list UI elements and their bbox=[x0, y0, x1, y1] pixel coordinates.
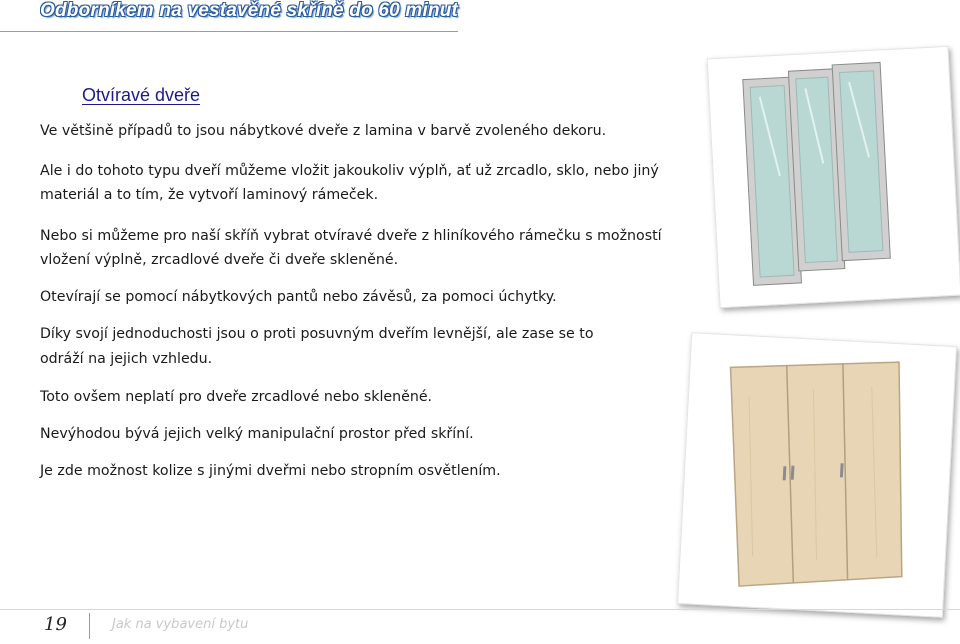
header-rule bbox=[0, 31, 458, 32]
paragraph-line: Nebo si můžeme pro naší skříň vybrat otvíravé dveře z hliníkového rámečku s možností bbox=[40, 228, 662, 244]
paragraph-line: Díky svojí jednoduchosti jsou o proti posuvným dveřím levnější, ale zase se to bbox=[40, 326, 594, 342]
paragraph-line: odráží na jejich vzhledu. bbox=[40, 351, 213, 367]
paragraph-line: Ale i do tohoto typu dveří můžeme vložit jakoukoliv výplň, ať už zrcadlo, sklo, nebo jiný bbox=[40, 163, 659, 179]
paragraph-line: Ve většině případů to jsou nábytkové dveře z lamina v barvě zvoleného dekoru. bbox=[40, 123, 607, 139]
paragraph-line: Otevírají se pomocí nábytkových pantů nebo závěsů, za pomoci úchytky. bbox=[40, 289, 557, 305]
footer-separator bbox=[89, 613, 90, 639]
wardrobe-illustration bbox=[678, 333, 956, 616]
paragraph-line: materiál a to tím, že vytvoří laminový rámeček. bbox=[40, 187, 379, 203]
laminate-wardrobe-photo bbox=[677, 332, 957, 618]
footer-text: Jak na vybavení bytu bbox=[112, 617, 249, 632]
section-heading: Otvíravé dveře bbox=[82, 85, 201, 105]
page-number: 19 bbox=[44, 614, 67, 635]
paragraph-line: Nevýhodou bývá jejich velký manipulační prostor před skříní. bbox=[40, 426, 474, 442]
paragraph-line: Toto ovšem neplatí pro dveře zrcadlové nebo skleněné. bbox=[40, 389, 433, 405]
header-title: Odborníkem na vestavěné skříně do 60 minut bbox=[40, 0, 459, 21]
footer-rule bbox=[0, 609, 960, 610]
glass-doors-photo bbox=[707, 46, 960, 308]
glass-doors-illustration bbox=[708, 47, 960, 307]
paragraph-line: Je zde možnost kolize s jinými dveřmi nebo stropním osvětlením. bbox=[40, 463, 501, 479]
paragraph-line: vložení výplně, zrcadlové dveře či dveře skleněné. bbox=[40, 252, 399, 268]
